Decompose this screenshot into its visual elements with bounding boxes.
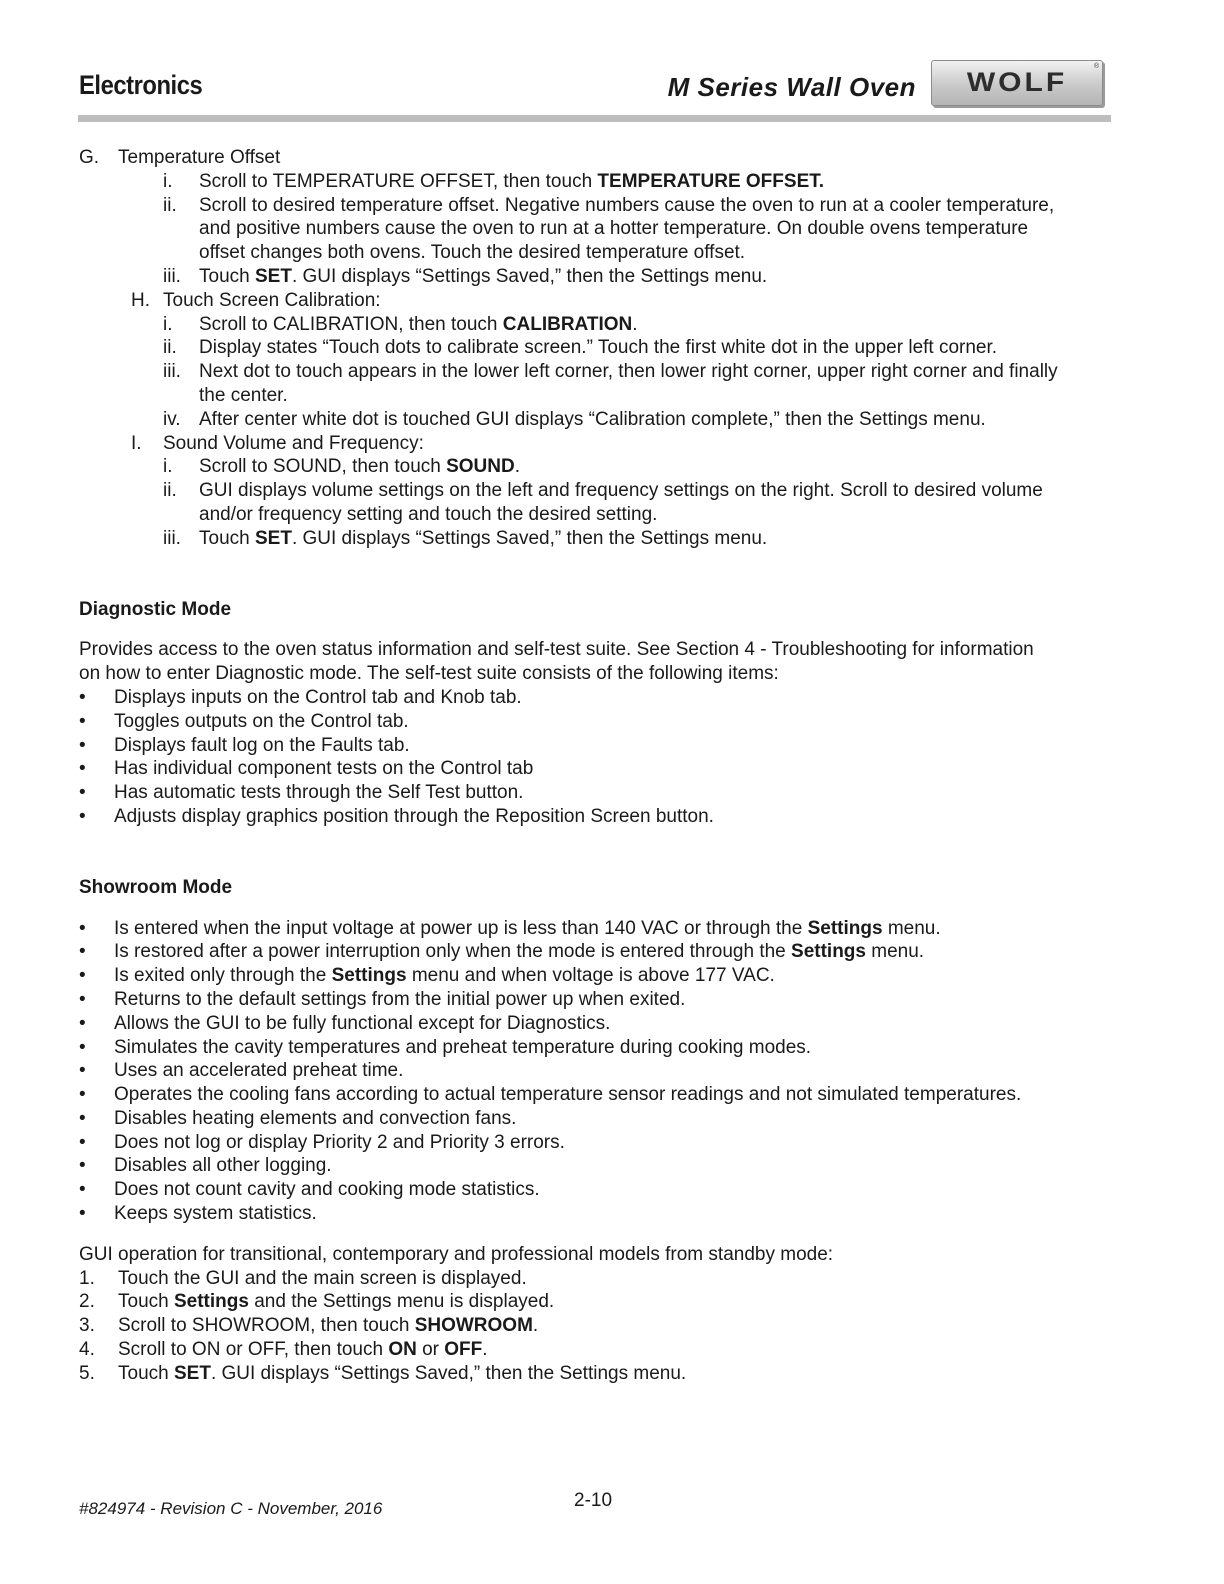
list-text: Is restored after a power interruption only when the mode is entered through the Settings menu.: [114, 941, 925, 963]
list-item: [79, 734, 1114, 758]
list-marker: I.: [131, 432, 142, 454]
bullet: •: [79, 782, 86, 804]
list-item: [79, 1338, 1114, 1362]
list-item: [79, 1362, 1114, 1386]
list-text: After center white dot is touched GUI displays “Calibration complete,” then the Settings menu.: [199, 408, 986, 430]
list-text: Uses an accelerated preheat time.: [114, 1060, 404, 1082]
list-item: [79, 710, 1114, 734]
list-marker: i.: [163, 456, 173, 478]
list-item: [79, 527, 1114, 551]
logo-text: WOLF: [966, 67, 1068, 98]
list-item: [79, 1154, 1114, 1178]
list-text: Displays fault log on the Faults tab.: [114, 734, 410, 756]
list-text: Is entered when the input voltage at power up is less than 140 VAC or through the Settings menu.: [114, 917, 941, 939]
list-text: Is exited only through the Settings menu and when voltage is above 177 VAC.: [114, 965, 775, 987]
bullet: •: [79, 686, 86, 708]
bullet: •: [79, 965, 86, 987]
list-item: [79, 1131, 1114, 1155]
list-marker: 3.: [79, 1315, 95, 1337]
list-item: [79, 336, 1114, 360]
list-item: [79, 988, 1114, 1012]
list-item: [79, 1107, 1114, 1131]
list-item: [79, 1012, 1114, 1036]
list-text: Scroll to SOUND, then touch SOUND.: [199, 456, 521, 478]
list-item: [79, 805, 1114, 829]
diagnostic-intro: on how to enter Diagnostic mode. The self-test suite consists of the following items:: [79, 663, 779, 685]
bullet: •: [79, 1084, 86, 1106]
showroom-heading: Showroom Mode: [79, 876, 233, 898]
list-text: Touch SET. GUI displays “Settings Saved,” then the Settings menu.: [199, 527, 768, 549]
list-text: Sound Volume and Frequency:: [163, 432, 424, 454]
bullet: •: [79, 758, 86, 780]
list-marker: i.: [163, 170, 173, 192]
list-marker: 5.: [79, 1362, 95, 1384]
list-item: [79, 964, 1114, 988]
list-item: [79, 313, 1114, 337]
list-text: Touch SET. GUI displays “Settings Saved,” then the Settings menu.: [199, 265, 768, 287]
list-text: Next dot to touch appears in the lower left corner, then lower right corner, upper right corner and finally: [199, 361, 1058, 383]
list-item: [79, 1202, 1114, 1226]
list-text: Toggles outputs on the Control tab.: [114, 710, 409, 732]
list-item: [79, 408, 1114, 432]
list-text: Simulates the cavity temperatures and preheat temperature during cooking modes.: [114, 1036, 812, 1058]
list-marker: iii.: [163, 265, 181, 287]
list-item: [79, 781, 1114, 805]
bullet: •: [79, 1036, 86, 1058]
list-item: [79, 146, 1114, 170]
list-marker: 1.: [79, 1267, 95, 1289]
bullet: •: [79, 917, 86, 939]
list-text: Temperature Offset: [118, 147, 281, 168]
list-item: [79, 455, 1114, 479]
list-text: Displays inputs on the Control tab and Knob tab.: [114, 686, 522, 708]
list-item: [79, 265, 1114, 289]
header-divider: [78, 115, 1111, 122]
list-text: Scroll to SHOWROOM, then touch SHOWROOM.: [118, 1315, 539, 1337]
list-text: Touch Screen Calibration:: [163, 289, 381, 311]
list-text: Touch the GUI and the main screen is displayed.: [118, 1267, 527, 1289]
list-item: [79, 1083, 1114, 1107]
bullet: •: [79, 1107, 86, 1129]
list-text: Display states “Touch dots to calibrate screen.” Touch the first white dot in the upper left corner.: [199, 337, 998, 359]
list-text: Has automatic tests through the Self Test button.: [114, 782, 524, 804]
list-text: Scroll to desired temperature offset. Negative numbers cause the oven to run at a cooler temperature,: [199, 194, 1055, 216]
list-continuation: and/or frequency setting and touch the desired setting.: [199, 503, 658, 525]
list-continuation: offset changes both ovens. Touch the desired temperature offset.: [199, 242, 746, 264]
registered-mark: ®: [1093, 63, 1099, 70]
list-text: Allows the GUI to be fully functional except for Diagnostics.: [114, 1012, 611, 1034]
list-item: [79, 479, 1114, 503]
document-body: [79, 146, 1114, 1386]
list-text: Keeps system statistics.: [114, 1203, 317, 1225]
bullet: •: [79, 988, 86, 1010]
list-text: Returns to the default settings from the initial power up when exited.: [114, 988, 686, 1010]
bullet: •: [79, 1060, 86, 1082]
list-item: [79, 1314, 1114, 1338]
product-title: M Series Wall Oven: [667, 72, 916, 102]
list-text: Operates the cooling fans according to actual temperature sensor readings and not simulated temperatures.: [114, 1084, 1022, 1106]
list-item: [79, 170, 1114, 194]
bullet: •: [79, 941, 86, 963]
list-marker: iii.: [163, 361, 181, 383]
list-item: [79, 360, 1114, 384]
list-text: GUI displays volume settings on the left and frequency settings on the right. Scroll to desired volume: [199, 480, 1043, 502]
list-text: Scroll to TEMPERATURE OFFSET, then touch TEMPERATURE OFFSET.: [199, 170, 825, 192]
list-marker: G.: [79, 147, 100, 168]
list-marker: iv.: [163, 408, 181, 430]
bullet: •: [79, 734, 86, 756]
list-continuation: the center.: [199, 384, 288, 406]
list-text: Touch Settings and the Settings menu is displayed.: [118, 1291, 555, 1313]
diagnostic-intro: Provides access to the oven status information and self-test suite. See Section 4 - Troubleshooting for information: [79, 639, 1034, 661]
diagnostic-heading: Diagnostic Mode: [79, 598, 232, 620]
list-text: Scroll to ON or OFF, then touch ON or OFF.: [118, 1339, 488, 1361]
page-number: 2-10: [574, 1490, 613, 1511]
list-marker: 2.: [79, 1291, 95, 1313]
list-item: [79, 686, 1114, 710]
bullet: •: [79, 1203, 86, 1225]
list-item: [79, 1178, 1114, 1202]
list-item: [79, 757, 1114, 781]
gui-operation-intro: GUI operation for transitional, contemporary and professional models from standby mode:: [79, 1243, 834, 1265]
list-item: [79, 194, 1114, 218]
list-text: Adjusts display graphics position through the Reposition Screen button.: [114, 805, 714, 827]
list-item: [79, 289, 1114, 313]
list-item: [79, 1059, 1114, 1083]
bullet: •: [79, 710, 86, 732]
list-item: [79, 1036, 1114, 1060]
brand-logo: [931, 60, 1103, 106]
list-item: [79, 1290, 1114, 1314]
bullet: •: [79, 1179, 86, 1201]
list-marker: 4.: [79, 1339, 95, 1361]
list-text: Touch SET. GUI displays “Settings Saved,” then the Settings menu.: [118, 1362, 687, 1384]
list-text: Has individual component tests on the Control tab: [114, 758, 534, 780]
list-item: [79, 940, 1114, 964]
list-marker: ii.: [163, 480, 177, 502]
list-text: Disables heating elements and convection fans.: [114, 1107, 517, 1129]
list-text: Disables all other logging.: [114, 1155, 332, 1177]
bullet: •: [79, 1012, 86, 1034]
list-marker: H.: [131, 289, 150, 311]
document-revision: #824974 - Revision C - November, 2016: [79, 1499, 383, 1518]
list-text: Does not count cavity and cooking mode statistics.: [114, 1179, 540, 1201]
list-marker: iii.: [163, 527, 181, 549]
bullet: •: [79, 805, 86, 827]
list-marker: ii.: [163, 337, 177, 359]
bullet: •: [79, 1131, 86, 1153]
list-marker: i.: [163, 313, 173, 335]
bullet: •: [79, 1155, 86, 1177]
list-item: [79, 1267, 1114, 1291]
list-item: [79, 432, 1114, 456]
list-item: [79, 917, 1114, 941]
list-text: Does not log or display Priority 2 and Priority 3 errors.: [114, 1131, 565, 1153]
list-marker: ii.: [163, 194, 177, 216]
list-continuation: and positive numbers cause the oven to run at a hotter temperature. On double ovens temperature: [199, 218, 1029, 240]
section-title: Electronics: [79, 70, 203, 100]
list-text: Scroll to CALIBRATION, then touch CALIBRATION.: [199, 313, 638, 335]
